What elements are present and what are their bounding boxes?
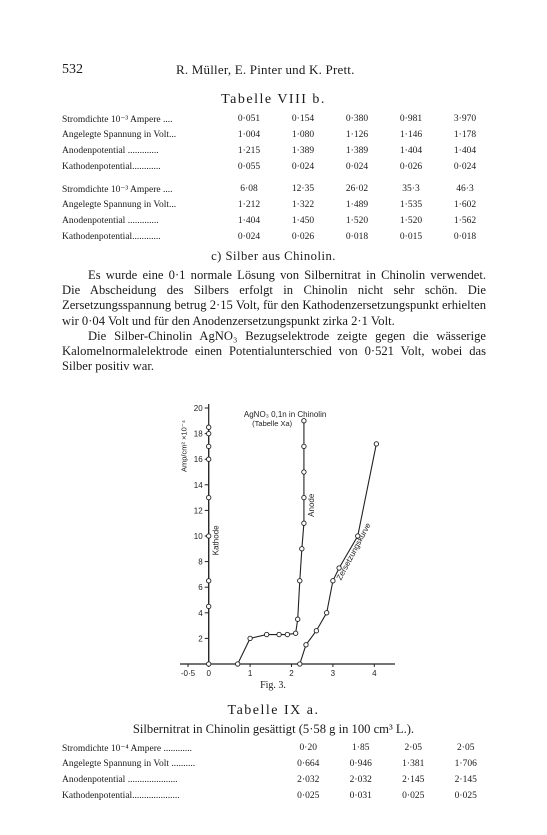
data-point [302,470,306,474]
table-cell: 6·08 [240,184,258,194]
table-9a-subtitle: Silbernitrat in Chinolin gesättigt (5·58 g in 100 cm³ L.). [132,722,415,736]
data-point [207,662,211,666]
table-cell: 0·055 [237,162,261,172]
table-cell: 3·970 [453,114,477,124]
paragraph-1: Es wurde eine 0·1 normale Lösung von Silbernitrat in Chinolin verwendet. Die Abscheidung des Silbers erfolgt in Chinolin nicht sehr schön. Die Zersetzungsspannung betrug 2·15 Volt, für den Kathodenzersetzungspunkt erhielten wir 0·04 Volt und für den Anodenzersetzungspunkt zirka 2·1 Volt. [62,268,486,328]
table-cell: 0·024 [291,162,315,172]
table-cell: 1·178 [453,130,477,140]
data-point [296,617,300,621]
section-body [62,268,486,374]
table-cell: 1·562 [453,216,477,226]
table-cell: 0·20 [299,743,317,753]
data-point [300,547,304,551]
anode-label: Anode [306,493,316,517]
y-tick-label: 6 [198,583,203,593]
data-point [207,604,211,608]
section-heading: c) Silber aus Chinolin. [211,249,336,263]
table-cell: 0·018 [453,232,477,242]
table-cell: 0·025 [402,791,425,801]
data-point [207,495,211,499]
row-label: Stromdichte 10⁻³ Ampere .... [62,184,173,195]
data-point [285,632,289,636]
table-cell: 1·85 [352,743,370,753]
table-cell: 2·145 [402,775,425,785]
x-tick-label: 4 [372,669,377,678]
table-cell: 1·520 [399,216,423,226]
row-label: Angelegte Spannung in Volt .......... [62,759,196,769]
table-cell: 2·05 [404,743,422,753]
table-row [62,788,492,804]
y-tick-label: 16 [193,455,203,465]
table-cell: 1·404 [453,146,477,156]
table-row [62,213,492,229]
data-point [304,643,308,647]
data-point [264,632,268,636]
table-cell: 1·004 [237,130,261,140]
x-tick-label: 3 [330,669,336,678]
series-line-zersetzungskurve [300,444,377,664]
y-tick-label: 18 [193,429,203,439]
table-cell: 1·489 [345,200,369,210]
row-label: Angelegte Spannung in Volt... [62,130,177,140]
row-label: Anodenpotential ............. [62,146,159,156]
table-8b-title: Tabelle VIII b. [221,92,326,107]
y-tick-label: 4 [198,608,203,618]
table-cell: 1·404 [237,216,261,226]
x-tick-label: 2 [289,669,294,678]
y-tick-label: 8 [198,557,203,567]
table-cell: 0·981 [399,114,423,124]
table-cell: 0·024 [345,162,369,172]
data-point [248,636,252,640]
table-row [62,159,492,175]
table-cell: 12·35 [291,184,315,194]
figure-3-chart [130,400,410,690]
data-point [207,579,211,583]
data-point [207,534,211,538]
table-row [62,229,492,245]
annotation-line-1: AgNO₃ 0,1n in Chinolin [243,409,327,419]
table-cell: 2·032 [349,775,372,785]
table-cell: 26·02 [345,184,369,194]
table-row [62,143,492,159]
table-cell: 0·946 [349,759,372,769]
table-cell: 1·389 [291,146,315,156]
series-line-anode [238,418,304,664]
table-cell: 0·051 [237,114,261,124]
table-row [62,197,492,213]
running-header: R. Müller, E. Pinter und K. Prett. [176,62,355,77]
data-point [374,442,378,446]
table-9a-title: Tabelle IX a. [227,703,320,718]
table-cell: 0·018 [345,232,369,242]
table-cell: 1·215 [237,146,261,156]
data-point [314,629,318,633]
table-cell: 1·404 [399,146,423,156]
table-row [62,740,492,756]
table-cell: 1·389 [345,146,369,156]
data-point [207,425,211,429]
table-8b-group2 [62,181,492,245]
table-cell: 0·031 [349,791,372,801]
row-label: Kathodenpotential.................... [62,791,180,801]
data-point [298,579,302,583]
table-row [62,111,492,127]
page-number: 532 [62,62,83,77]
table-cell: 35·3 [402,184,420,194]
table-cell: 1·602 [453,200,477,210]
x-tick-label: 1 [247,669,253,678]
data-point [302,521,306,525]
table-cell: 0·025 [297,791,320,801]
data-point [331,579,335,583]
data-point [298,662,302,666]
data-point [293,631,297,635]
table-row [62,772,492,788]
data-point [302,419,306,423]
table-cell: 1·212 [237,200,261,210]
annotation-line-2: (Tabelle Xa) [252,418,293,428]
table-cell: 0·154 [291,114,315,124]
table-cell: 46·3 [456,184,474,194]
table-cell: 2·05 [457,743,475,753]
row-label: Kathodenpotential............ [62,232,161,242]
table-cell: 2·145 [454,775,477,785]
y-axis-label: Amp/cm² ×10⁻⁴ [179,420,189,472]
table-row [62,756,492,772]
y-tick-label: 20 [193,404,203,413]
table-cell: 1·381 [402,759,425,769]
data-point [207,431,211,435]
table-8b-group1 [62,111,492,175]
table-cell: 1·080 [291,130,315,140]
y-tick-label: 2 [198,634,203,644]
row-label: Anodenpotential ............. [62,216,159,226]
paragraph-2: Die Silber-Chinolin AgNO₃ Bezugselektrode zeigte gegen die wässerige Kalomelnormalelektrode einen Potentialunterschied von 0·521 Volt, wobei das Silber positiv war. [62,328,486,374]
table-cell: 0·025 [454,791,477,801]
row-label: Angelegte Spannung in Volt... [62,200,177,210]
table-cell: 2·032 [297,775,320,785]
table-cell: 1·146 [399,130,423,140]
data-point [207,444,211,448]
table-cell: 0·024 [453,162,477,172]
row-label: Anodenpotential ..................... [62,775,178,785]
table-row [62,181,492,197]
table-cell: 0·664 [297,759,320,769]
data-point [302,495,306,499]
table-cell: 1·322 [291,200,315,210]
x-tick-label: -0·5 [180,669,196,678]
zersetzung-label: Zersetzungskurve [334,521,373,582]
data-point [302,444,306,448]
data-point [235,662,239,666]
table-cell: 0·015 [399,232,423,242]
row-label: Kathodenpotential............ [62,162,161,172]
table-cell: 0·380 [345,114,369,124]
row-label: Stromdichte 10⁻⁴ Ampere ............ [62,743,192,754]
figure-caption: Fig. 3. [260,680,286,691]
table-cell: 0·026 [291,232,315,242]
kathode-label: Kathode [211,525,221,556]
x-tick-label: 0 [206,669,211,678]
y-tick-label: 10 [193,532,203,541]
data-point [207,457,211,461]
table-cell: 1·520 [345,216,369,226]
data-point [277,632,281,636]
table-cell: 0·026 [399,162,423,172]
table-cell: 0·024 [237,232,261,242]
table-cell: 1·706 [454,759,477,769]
y-tick-label: 14 [193,480,203,490]
table-cell: 1·450 [291,216,315,226]
table-cell: 1·535 [399,200,423,210]
table-row [62,127,492,143]
data-point [324,611,328,615]
y-tick-label: 12 [193,506,203,516]
table-cell: 1·126 [345,130,369,140]
row-label: Stromdichte 10⁻³ Ampere .... [62,114,173,125]
table-9a [62,740,492,804]
